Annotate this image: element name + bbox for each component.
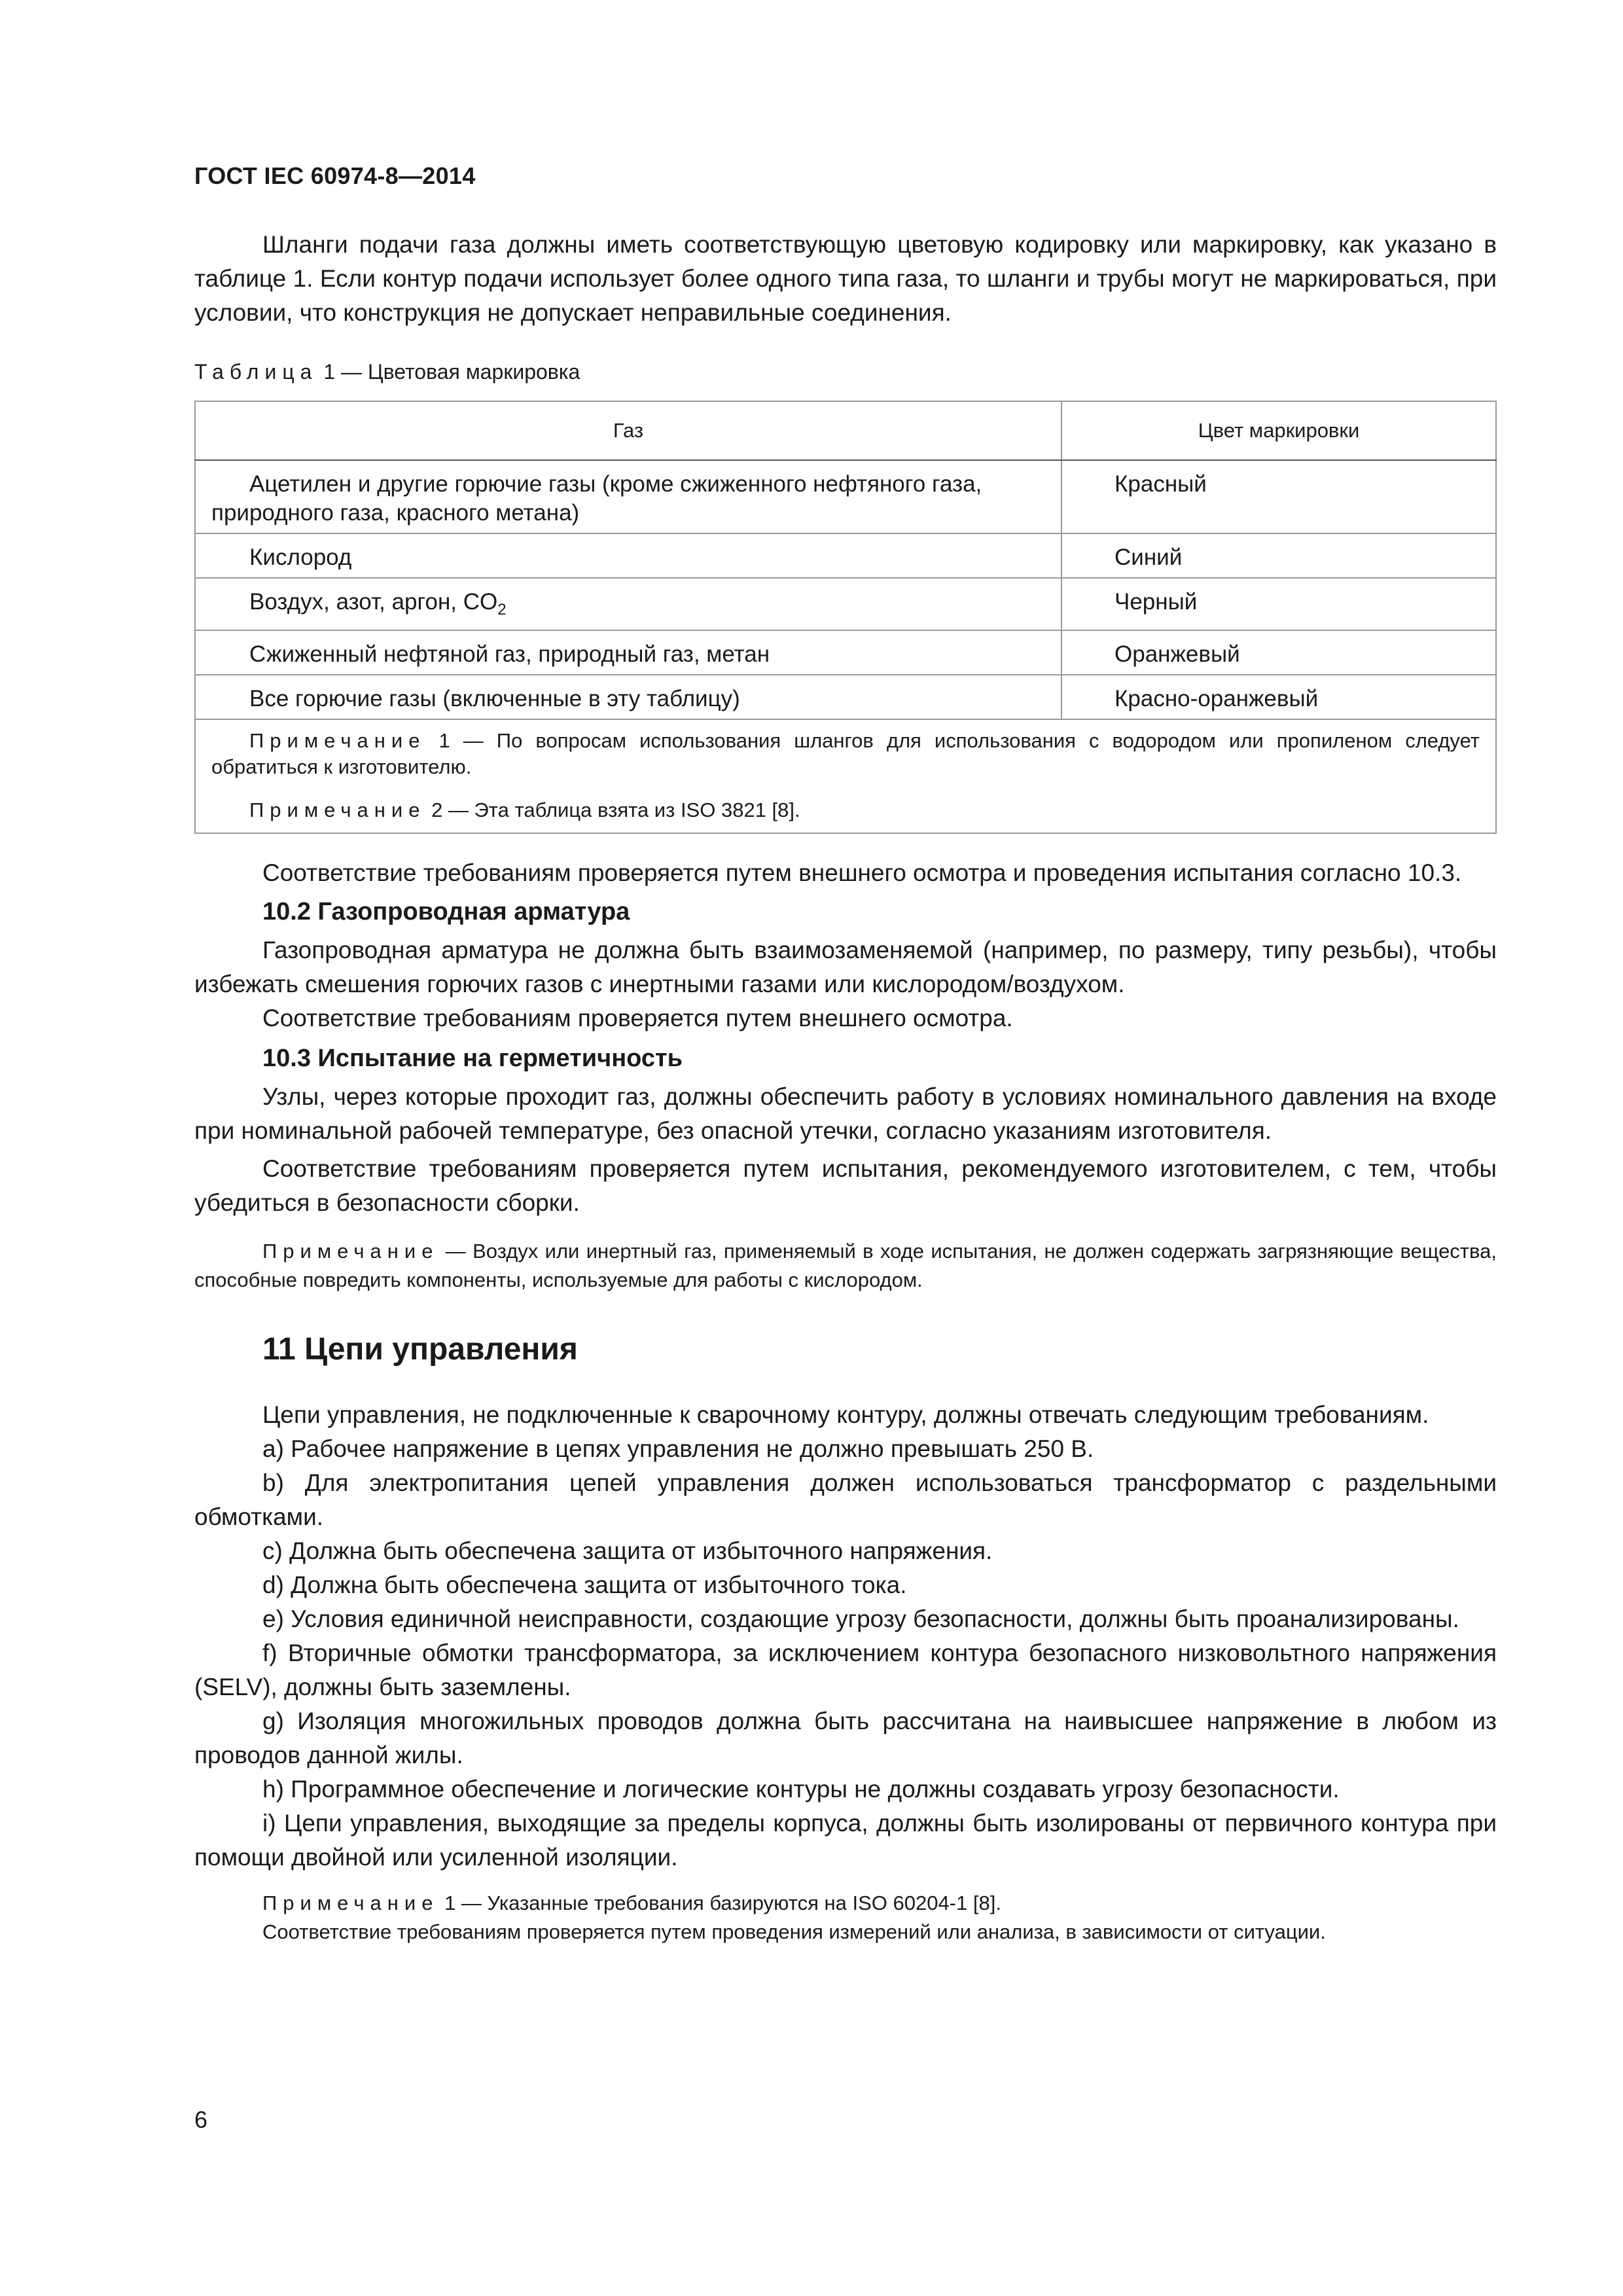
note-text: 1 — Указанные требования базируются на ISO 60204-1 [8]. [444,1892,1001,1914]
list-item: e) Условия единичной неисправности, создающие угрозу безопасности, должны быть проанализированы. [262,1605,1459,1632]
table-caption [194,360,1497,384]
list-item: f) Вторичные обмотки трансформатора, за исключением контура безопасного низковольтного напряжения (SELV), должны быть заземлены. [194,1640,1497,1700]
section-11-closing: Соответствие требованиям проверяется путем проведения измерений или анализа, в зависимости от ситуации. [262,1920,1326,1943]
color-table-wrap [194,401,1497,834]
color-cell: Оранжевый [1061,630,1496,675]
intro-paragraph-block [194,228,1497,330]
gas-subscript: 2 [497,601,507,619]
note-text: — Воздух или инертный газ, применяемый в ходе испытания, не должен содержать загрязняющие вещества, способные повредить компоненты, используемые для работы с кислородом. [194,1240,1497,1291]
section-11-title: 11 Цепи управления [262,1332,578,1367]
table-note [211,797,1480,833]
table-row [195,675,1496,719]
list-item: g) Изоляция многожильных проводов должна быть рассчитана на наивысшее напряжение в любом из проводов данной жилы. [194,1708,1497,1768]
table-note [211,728,1480,780]
list-item: d) Должна быть обеспечена защита от избыточного тока. [262,1571,907,1598]
body-section [194,856,1497,1946]
table-caption-text: 1 — Цветовая маркировка [323,360,580,384]
gas-cell: Все горючие газы (включенные в эту таблицу) [195,675,1061,719]
color-marking-table [194,401,1497,834]
section-10-2-check: Соответствие требованиям проверяется путем внешнего осмотра. [262,1005,1013,1031]
gas-cell: Ацетилен и другие горючие газы (кроме сжиженного нефтяного газа, природного газа, красного метана) [195,460,1061,533]
document-page [194,0,1497,2296]
section-10-3-paragraph: Узлы, через которые проходит газ, должны обеспечить работу в условиях номинального давления на входе при номинальной рабочей температуре, без опасной утечки, согласно указаниям изготовителя. [194,1083,1497,1144]
document-header: ГОСТ IEC 60974-8—2014 [194,162,476,189]
note-label: Примечание [262,1892,439,1914]
section-10-3-check: Соответствие требованиям проверяется путем испытания, рекомендуемого изготовителем, с тем, чтобы убедиться в безопасности сборки. [194,1155,1497,1216]
list-item: h) Программное обеспечение и логические контуры не должны создавать угрозу безопасности. [262,1776,1340,1803]
gas-cell: Кислород [195,533,1061,578]
table-caption-label: Таблица [194,360,318,384]
note-text: 1 — По вопросам использования шлангов для использования с водородом или пропиленом следует обратиться к изготовителю. [211,729,1480,778]
intro-paragraph: Шланги подачи газа должны иметь соответствующую цветовую кодировку или маркировку, как указано в таблице 1. Если контур подачи использует более одного типа газа, то шланги и трубы могут не маркироваться, при условии, что конструкция не допускает неправильные соединения. [194,231,1497,326]
header-gas: Газ [195,401,1061,460]
list-item: b) Для электропитания цепей управления должен использоваться трансформатор с раздельными обмотками. [194,1469,1497,1530]
gas-cell: Сжиженный нефтяной газ, природный газ, метан [195,630,1061,675]
table-row [195,578,1496,630]
table-notes-row [195,719,1496,833]
gas-text: Воздух, азот, аргон, CO [249,589,498,615]
table-row [195,630,1496,675]
after-table-paragraph: Соответствие требованиям проверяется путем внешнего осмотра и проведения испытания согласно 10.3. [262,859,1462,886]
section-11-intro: Цепи управления, не подключенные к сварочному контуру, должны отвечать следующим требованиям. [262,1401,1429,1428]
gas-cell [195,578,1061,630]
header-color: Цвет маркировки [1061,401,1496,460]
table-header-row [195,401,1496,460]
list-item: i) Цепи управления, выходящие за пределы корпуса, должны быть изолированы от первичного контура при помощи двойной или усиленной изоляции. [194,1810,1497,1871]
section-10-2-paragraph: Газопроводная арматура не должна быть взаимозаменяемой (например, по размеру, типу резьбы), чтобы избежать смешения горючих газов с инертными газами или кислородом/воздухом. [194,937,1497,997]
color-cell: Синий [1061,533,1496,578]
list-item: c) Должна быть обеспечена защита от избыточного напряжения. [262,1537,993,1564]
note-text: 2 — Эта таблица взята из ISO 3821 [8]. [431,798,800,821]
section-11-note [194,1889,1497,1918]
color-cell: Черный [1061,578,1496,630]
color-cell: Красный [1061,460,1496,533]
note-label: Примечание [262,1240,439,1263]
table-notes-cell [195,719,1496,833]
note-label: Примечание [249,798,426,821]
table-row [195,533,1496,578]
section-10-2-title: 10.2 Газопроводная арматура [262,898,630,925]
list-item: a) Рабочее напряжение в цепях управления не должно превышать 250 В. [262,1435,1094,1462]
color-cell: Красно-оранжевый [1061,675,1496,719]
section-10-3-note [194,1237,1497,1295]
section-10-3-title: 10.3 Испытание на герметичность [262,1045,683,1072]
table-row [195,460,1496,533]
note-label: Примечание [249,729,426,752]
page-number: 6 [194,2106,208,2133]
